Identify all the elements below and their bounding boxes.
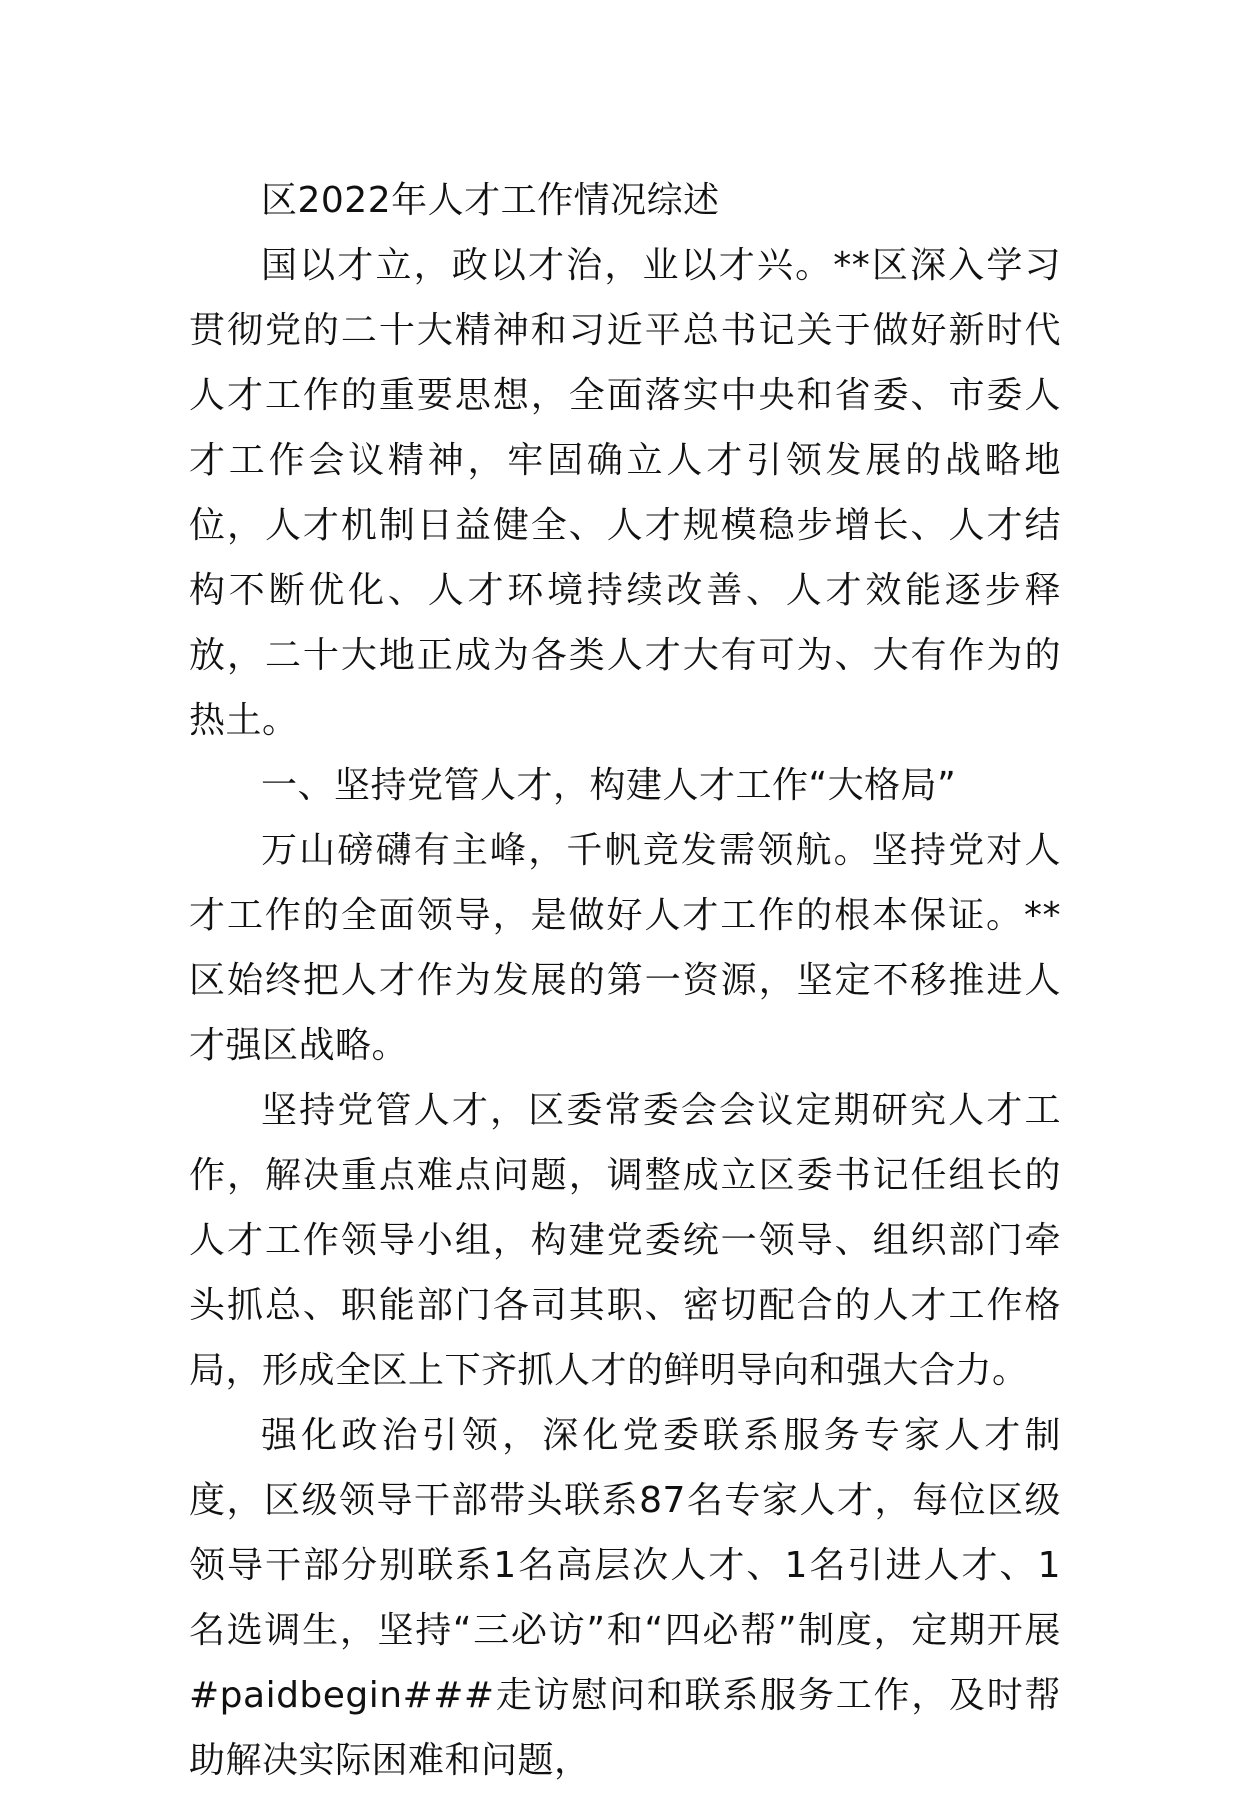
section-1-paragraph-2: 坚持党管人才，区委常委会会议定期研究人才工作，解决重点难点问题，调整成立区委书记任组长的人才工作领导小组，构建党委统一领导、组织部门牵头抓总、职能部门各司其职、密切配合的人才工作格局，形成全区上下齐抓人才的鲜明导向和强大合力。 (189, 1090, 1061, 1391)
document-body (189, 168, 1061, 1793)
section-heading-1: 一、坚持党管人才，构建人才工作“大格局” (261, 765, 957, 806)
document-title: 区2022年人才工作情况综述 (261, 180, 720, 221)
section-1-paragraph-3: 强化政治引领，深化党委联系服务专家人才制度，区级领导干部带头联系87名专家人才，每位区级领导干部分别联系1名高层次人才、1名引进人才、1名选调生，坚持“三必访”和“四必帮”制度，定期开展#paidbegin###走访慰问和联系服务工作，及时帮助解决实际困难和问题， (189, 1415, 1061, 1781)
section-1-paragraph-1: 万山磅礴有主峰，千帆竞发需领航。坚持党对人才工作的全面领导，是做好人才工作的根本保证。**区始终把人才作为发展的第一资源，坚定不移推进人才强区战略。 (189, 830, 1061, 1066)
intro-paragraph: 国以才立，政以才治，业以才兴。**区深入学习贯彻党的二十大精神和习近平总书记关于做好新时代人才工作的重要思想，全面落实中央和省委、市委人才工作会议精神，牢固确立人才引领发展的战略地位，人才机制日益健全、人才规模稳步增长、人才结构不断优化、人才环境持续改善、人才效能逐步释放，二十大地正成为各类人才大有可为、大有作为的热土。 (189, 245, 1061, 741)
